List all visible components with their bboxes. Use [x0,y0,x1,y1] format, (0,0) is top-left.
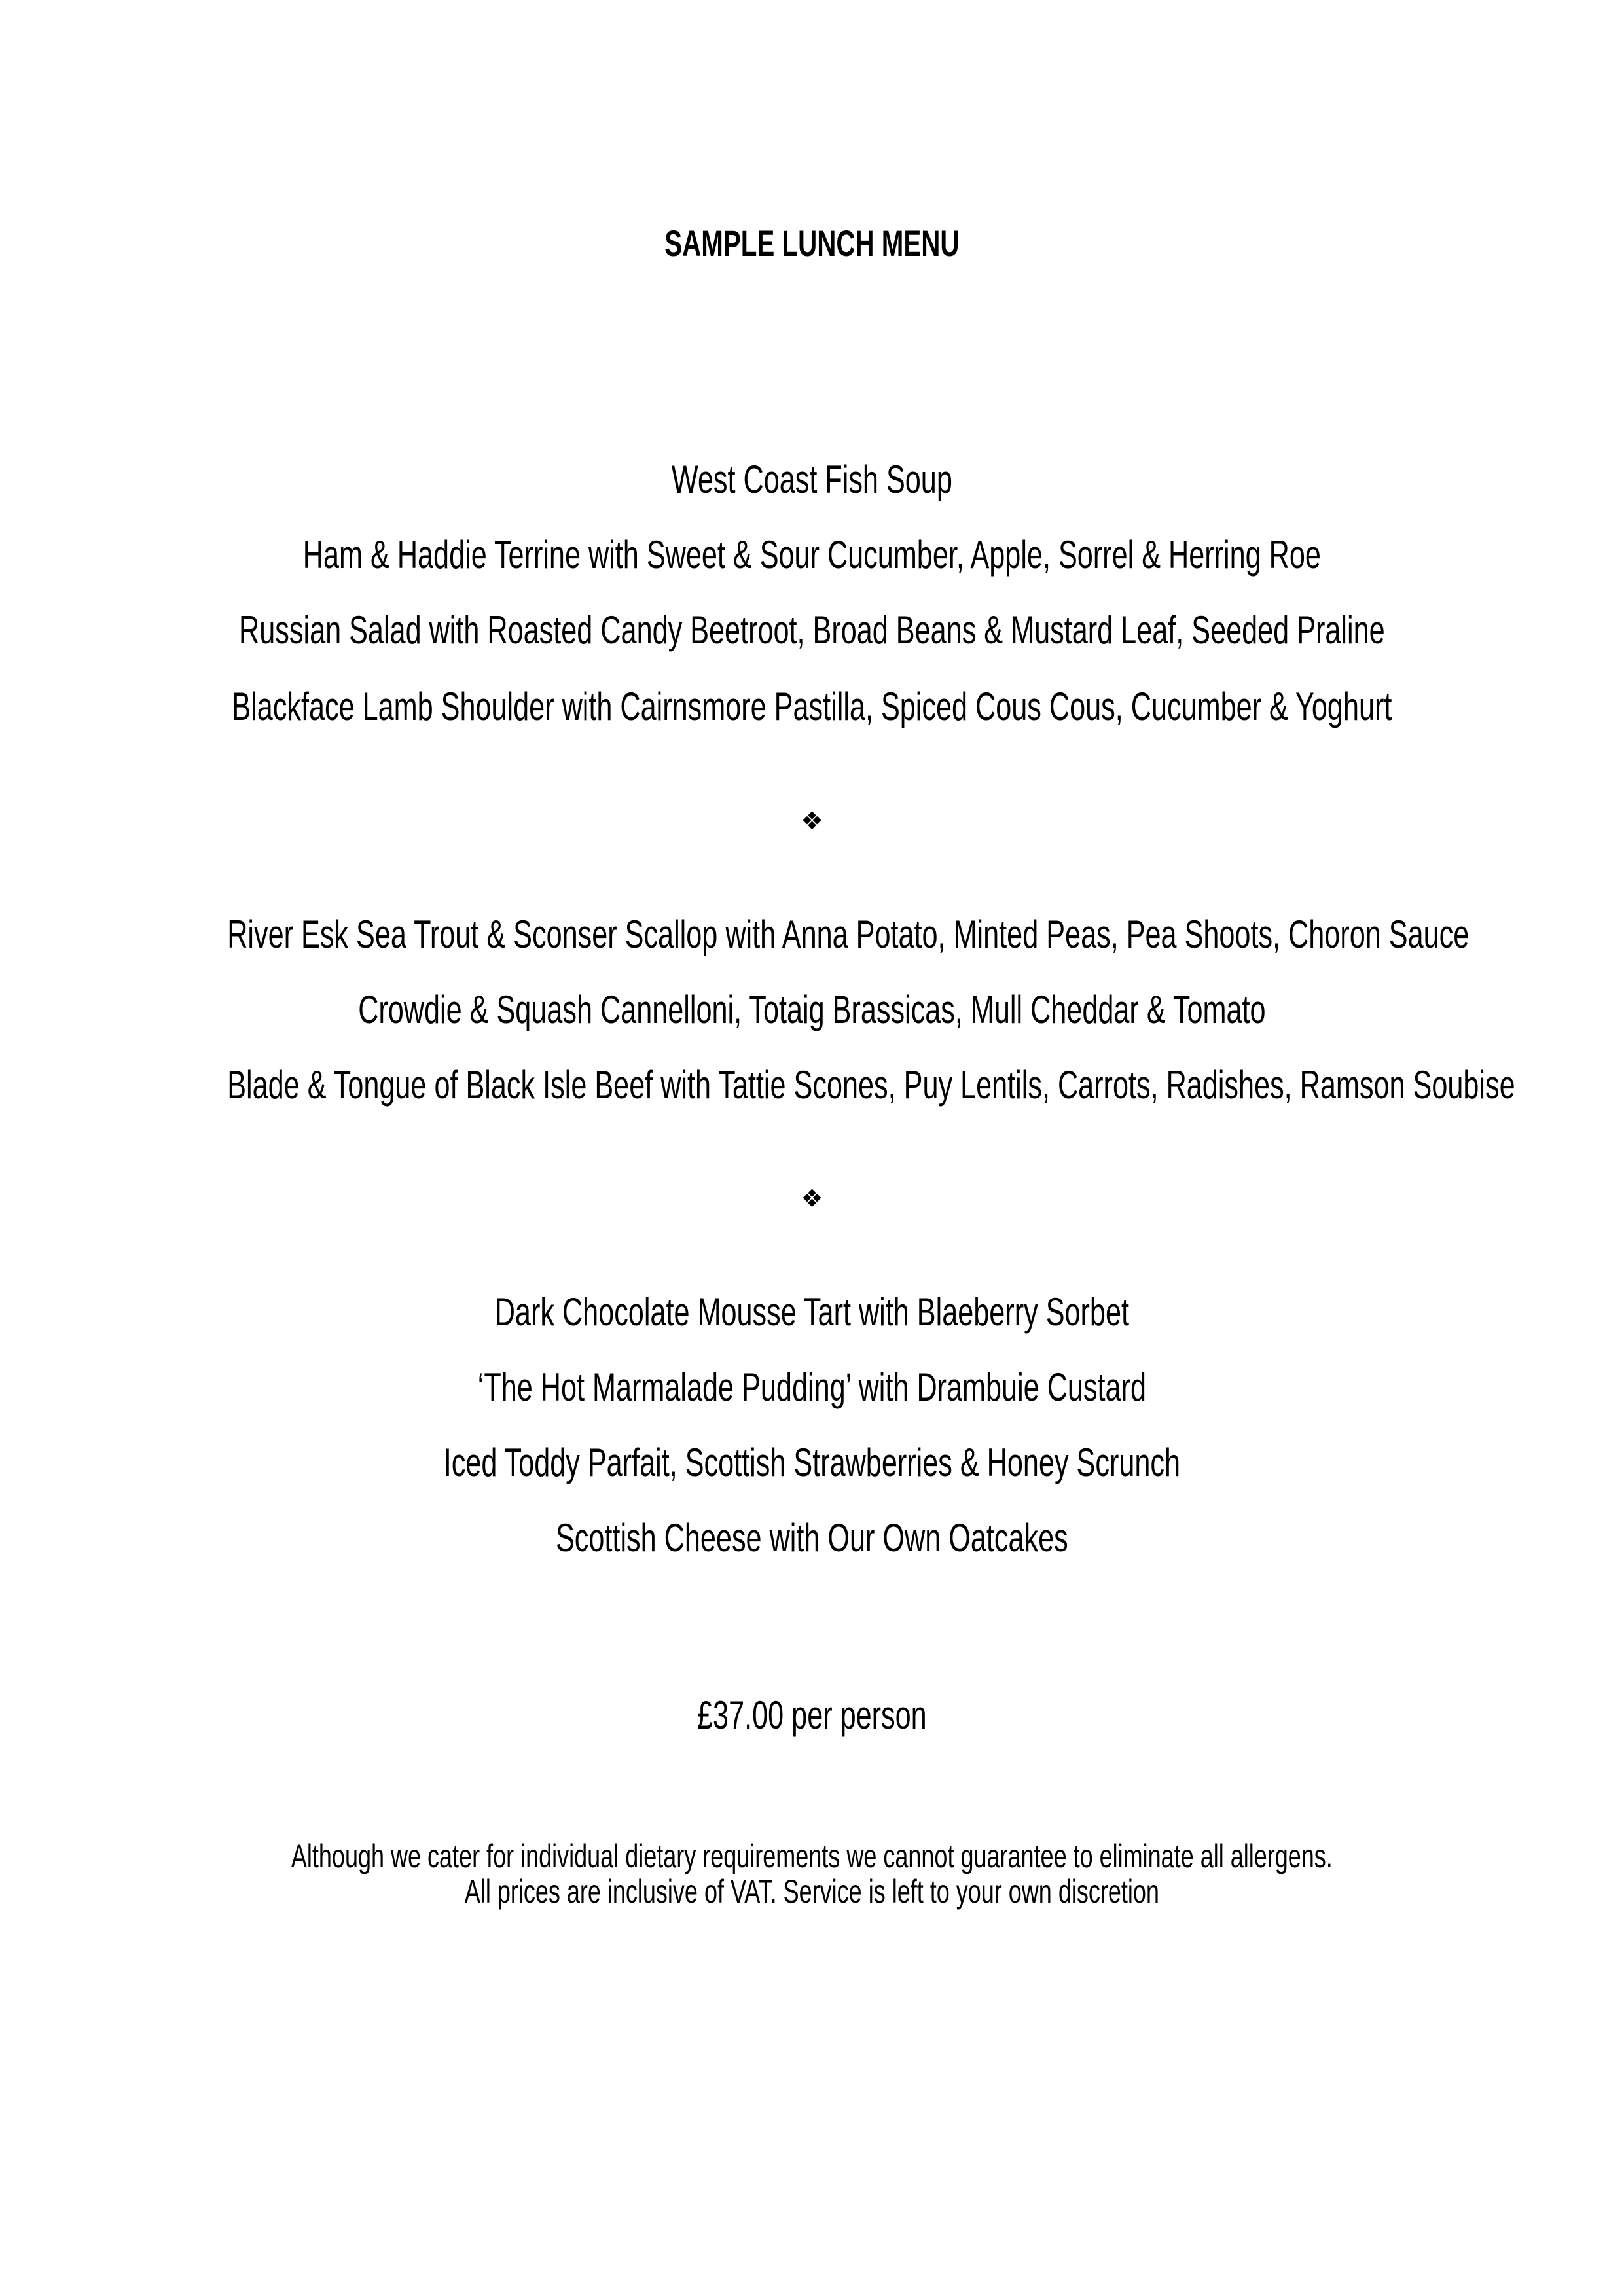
starter-item: Ham & Haddie Terrine with Sweet & Sour Cucumber, Apple, Sorrel & Herring Roe [302,533,1321,577]
starter-item: Blackface Lamb Shoulder with Cairnsmore Pastilla, Spiced Cous Cous, Cucumber & Yoghurt [232,685,1392,728]
allergen-notice: Although we cater for individual dietary requirements we cannot guarantee to eliminate all allergens. [291,1838,1333,1874]
main-item: River Esk Sea Trout & Sconser Scallop with Anna Potato, Minted Peas, Pea Shoots, Choron Sauce [227,912,1470,956]
main-item: Blade & Tongue of Black Isle Beef with Tattie Scones, Puy Lentils, Carrots, Radishes, Ramson Soubise [227,1063,1515,1107]
menu-title: SAMPLE LUNCH MENU [664,223,960,264]
starter-item: West Coast Fish Soup [671,457,952,501]
dessert-item: Iced Toddy Parfait, Scottish Strawberries & Honey Scrunch [443,1441,1181,1484]
main-item: Crowdie & Squash Cannelloni, Totaig Brassicas, Mull Cheddar & Tomato [358,988,1266,1031]
diamond-separator-icon: ❖ [801,1184,823,1213]
dessert-item: ‘The Hot Marmalade Pudding’ with Drambuie Custard [477,1365,1146,1409]
dessert-item: Scottish Cheese with Our Own Oatcakes [555,1516,1068,1560]
price-per-person: £37.00 per person [697,1693,927,1737]
starter-item: Russian Salad with Roasted Candy Beetroot, Broad Beans & Mustard Leaf, Seeded Praline [239,608,1385,652]
vat-service-notice: All prices are inclusive of VAT. Service is left to your own discretion [464,1873,1159,1910]
diamond-separator-icon: ❖ [801,806,823,835]
dessert-item: Dark Chocolate Mousse Tart with Blaeberry Sorbet [494,1290,1129,1334]
